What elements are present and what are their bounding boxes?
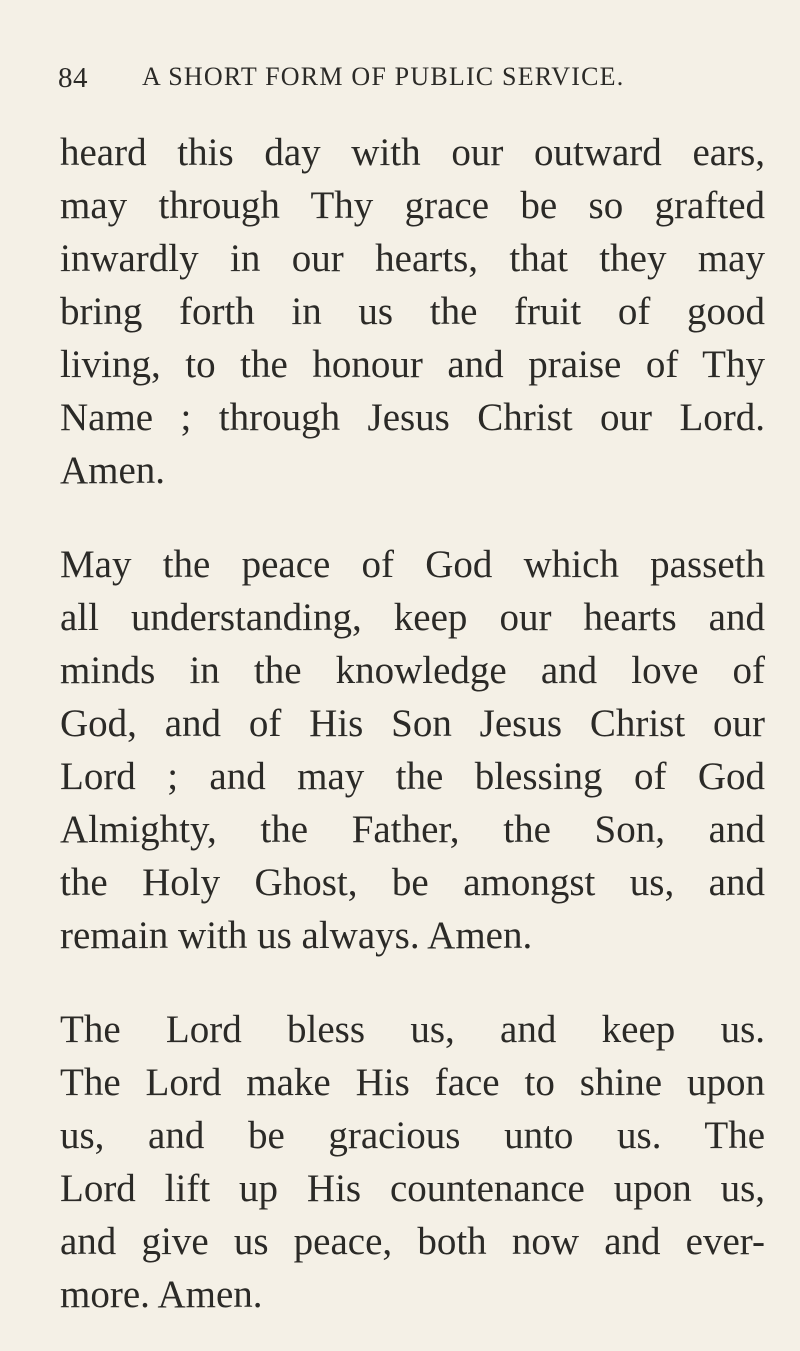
text-line: Amen. bbox=[60, 449, 166, 492]
text-line: living, to the honour and praise of Thy bbox=[60, 343, 765, 386]
text-line: bring forth in us the fruit of good bbox=[60, 290, 765, 333]
text-line: The Lord make His face to shine upon bbox=[60, 1061, 765, 1104]
text-line: God, and of His Son Jesus Christ our bbox=[60, 702, 765, 745]
running-title: A SHORT FORM OF PUBLIC SERVICE. bbox=[142, 62, 625, 91]
text-line: may through Thy grace be so grafted bbox=[60, 184, 765, 227]
text-line: and give us peace, both now and ever- bbox=[60, 1220, 765, 1263]
running-head bbox=[58, 62, 758, 102]
text-line: all understanding, keep our hearts and bbox=[60, 596, 765, 639]
text-line: minds in the knowledge and love of bbox=[60, 649, 765, 692]
text-line: heard this day with our outward ears, bbox=[60, 131, 765, 174]
text-line: Lord lift up His countenance upon us, bbox=[60, 1167, 765, 1210]
text-line: the Holy Ghost, be amongst us, and bbox=[60, 861, 765, 904]
text-line: Almighty, the Father, the Son, and bbox=[60, 808, 765, 851]
text-line: us, and be gracious unto us. The bbox=[60, 1114, 765, 1157]
text-line: remain with us always. Amen. bbox=[60, 914, 533, 957]
text-line: The Lord bless us, and keep us. bbox=[60, 1008, 765, 1051]
text-line: Lord ; and may the blessing of God bbox=[60, 755, 765, 798]
page-number: 84 bbox=[58, 62, 88, 94]
text-line: more. Amen. bbox=[60, 1273, 263, 1316]
text-line: May the peace of God which passeth bbox=[60, 543, 765, 586]
text-line: inwardly in our hearts, that they may bbox=[60, 237, 765, 280]
text-line: Name ; through Jesus Christ our Lord. bbox=[60, 396, 765, 439]
